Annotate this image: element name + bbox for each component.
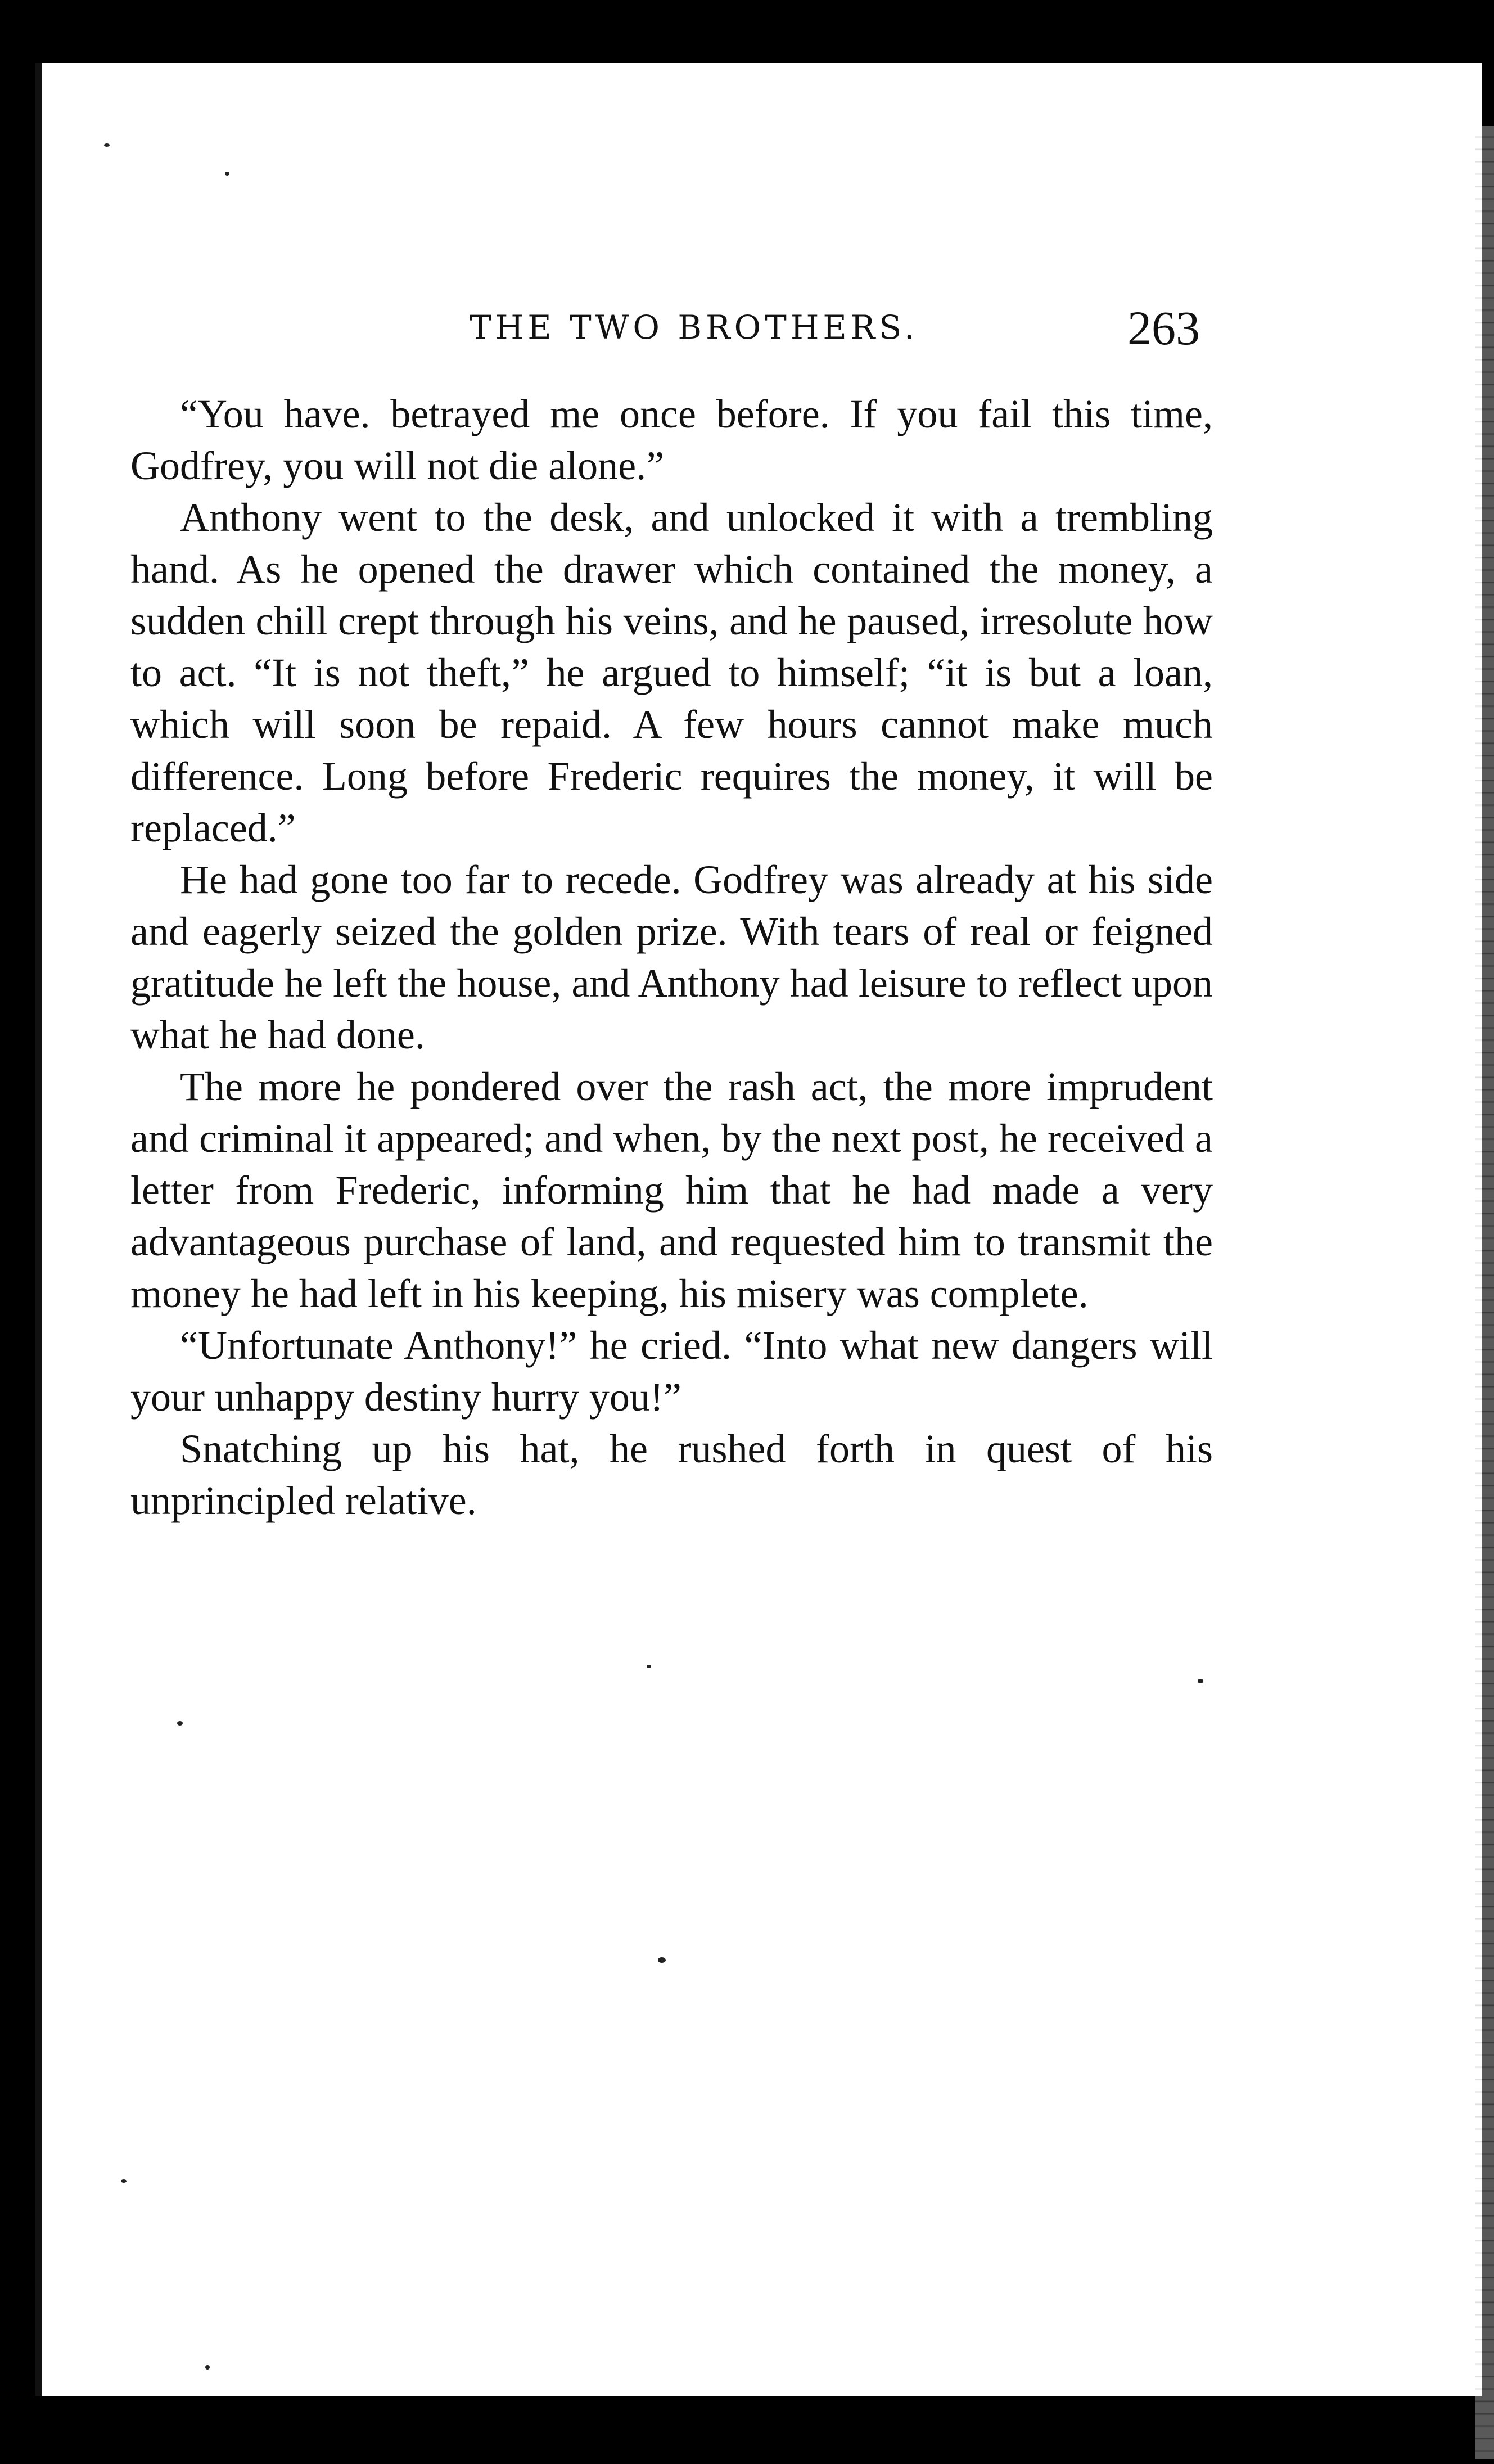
running-title: THE TWO BROTHERS.: [470, 308, 919, 346]
page-edge-shadow: [1475, 126, 1494, 2459]
scan-speck: [121, 2179, 127, 2183]
scan-speck: [647, 1665, 651, 1668]
scan-speck: [1198, 1679, 1203, 1683]
paragraph: Anthony went to the desk, and unlocked it with a trembling hand. As he opened the drawer which contained the money, a sudden chill crept through his veins, and he paused, irresolute how to act. “It is not theft,” he argued to himself; “it is but a loan, which will soon be repaid. A few hours cannot make much difference. Long before Frederic requires the money, it will be replaced.”: [130, 495, 1213, 850]
scan-speck: [177, 1721, 183, 1726]
paragraph: The more he pondered over the rash act, the more imprudent and criminal it appeared; and when, by the next post, he received a letter from Frederic, informing him that he had made a very advantageous purchase of land, and requested him to transmit the money he had left in his keeping, his misery was complete.: [130, 1064, 1213, 1316]
paragraph: He had gone too far to recede. Godfrey was already at his side and eagerly seized the golden prize. With tears of real or feigned gratitude he left the house, and Anthony had leisure to reflect upon what he had done.: [130, 857, 1213, 1057]
page-number: 263: [1127, 301, 1200, 355]
paragraph: Snatching up his hat, he rushed forth in quest of his unprincipled relative.: [130, 1426, 1213, 1523]
paragraph: “Unfortunate Anthony!” he cried. “Into what new dangers will your unhappy destiny hurry you!”: [130, 1323, 1213, 1420]
scan-speck: [658, 1957, 666, 1963]
scan-speck: [225, 172, 229, 176]
scan-speck: [205, 2365, 210, 2370]
page-body: [130, 388, 1213, 1526]
paragraph: “You have. betrayed me once before. If you fail this time, Godfrey, you will not die alone.”: [130, 391, 1213, 488]
scan-speck: [104, 143, 110, 147]
